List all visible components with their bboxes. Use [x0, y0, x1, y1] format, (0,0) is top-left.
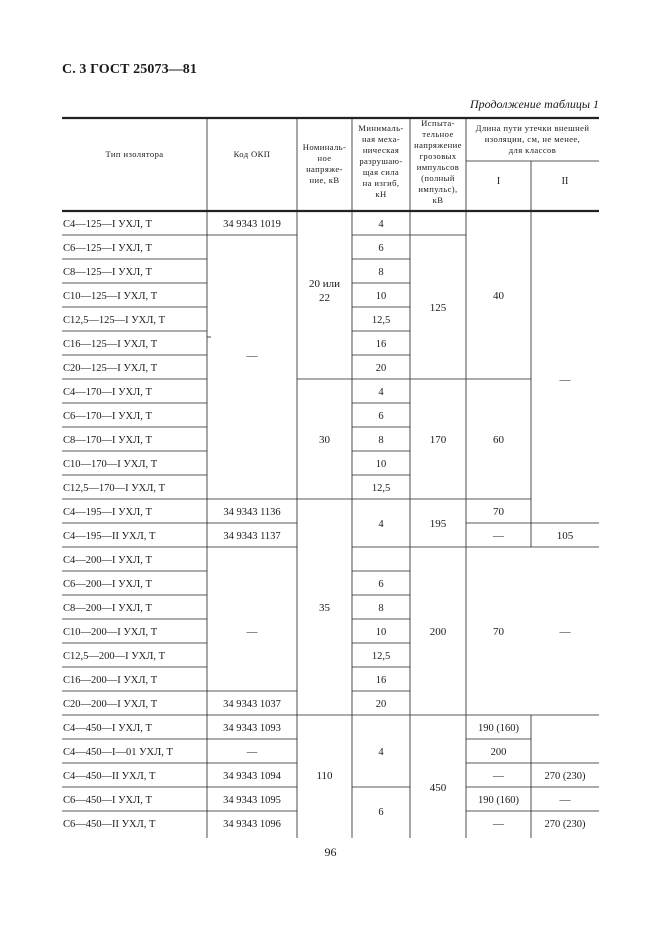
breaking-force: 4 [378, 519, 384, 530]
column-header: Испыта- [421, 118, 455, 128]
breaking-force: 16 [375, 675, 387, 686]
impulse-voltage: 450 [429, 782, 447, 794]
column-header: кН [375, 189, 387, 199]
column-header: напряже- [306, 164, 343, 174]
breaking-force: 10 [375, 291, 387, 302]
breaking-force: 10 [375, 627, 387, 638]
breaking-force: 8 [378, 435, 384, 446]
column-header: грозовых [419, 151, 457, 161]
breaking-force: 4 [378, 747, 384, 758]
insulator-type: С6—170—I УХЛ, Т [63, 411, 152, 422]
class-header: I [496, 176, 501, 187]
insulator-type: С6—200—I УХЛ, Т [63, 579, 152, 590]
okp-code: 34 9343 1093 [223, 723, 281, 734]
insulator-type: С8—170—I УХЛ, Т [63, 435, 152, 446]
column-header: Номиналь- [302, 142, 347, 152]
okp-code: — [246, 350, 258, 362]
rated-voltage: 22 [319, 292, 330, 304]
column-header: для классов [508, 145, 557, 155]
creepage-class-2: — [559, 626, 571, 638]
insulator-type: С6—450—I УХЛ, Т [63, 795, 152, 806]
table-continuation-label: Продолжение таблицы 1 [469, 97, 599, 111]
okp-code: 34 9343 1096 [223, 819, 281, 830]
rated-voltage: 35 [319, 602, 330, 614]
okp-code: — [246, 747, 258, 758]
creepage-class-1: 40 [493, 290, 504, 302]
insulator-type: С12,5—200—I УХЛ, Т [63, 651, 166, 662]
insulator-type: С4—450—I—01 УХЛ, Т [63, 747, 173, 758]
column-header: Минималь- [358, 123, 404, 133]
okp-code: 34 9343 1136 [223, 507, 281, 518]
breaking-force: 6 [378, 579, 384, 590]
insulator-type: С8—125—I УХЛ, Т [63, 267, 152, 278]
breaking-force: 4 [378, 387, 384, 398]
breaking-force: 20 [375, 363, 387, 374]
insulator-type: С10—170—I УХЛ, Т [63, 459, 158, 470]
creepage-class-2: — [559, 794, 571, 806]
column-header: изоляции, см, не менее, [484, 134, 581, 144]
creepage-class-1: — [493, 818, 504, 830]
insulator-type: С20—200—I УХЛ, Т [63, 699, 158, 710]
okp-code: 34 9343 1037 [223, 699, 281, 710]
creepage-class-2: — [559, 374, 571, 386]
insulator-type: С16—200—I УХЛ, Т [63, 675, 158, 686]
creepage-class-1: 60 [493, 434, 504, 446]
insulator-type: С12,5—125—I УХЛ, Т [63, 315, 166, 326]
breaking-force: 12,5 [371, 315, 391, 326]
impulse-voltage: 195 [429, 518, 447, 530]
breaking-force: 6 [378, 807, 384, 818]
creepage-class-1: 70 [493, 506, 504, 518]
creepage-class-1: 70 [493, 626, 504, 638]
insulator-type: С10—200—I УХЛ, Т [63, 627, 158, 638]
insulator-type: С4—200—I УХЛ, Т [63, 555, 152, 566]
creepage-class-1: — [493, 530, 504, 542]
insulator-type: С12,5—170—I УХЛ, Т [63, 483, 166, 494]
column-header: импульсов [416, 162, 460, 172]
page-number: 96 [324, 845, 337, 859]
breaking-force: 10 [375, 459, 387, 470]
column-header: ное [317, 153, 332, 163]
rated-voltage: 110 [316, 770, 333, 782]
creepage-class-1: 190 (160) [477, 723, 520, 734]
column-header: (полный [421, 173, 455, 183]
column-header: щая сила [362, 167, 400, 177]
okp-code: 34 9343 1137 [223, 531, 281, 542]
breaking-force: 8 [378, 603, 384, 614]
breaking-force: 20 [375, 699, 387, 710]
breaking-force: 8 [378, 267, 384, 278]
insulator-type: С6—125—I УХЛ, Т [63, 243, 152, 254]
insulator-type: С16—125—I УХЛ, Т [63, 339, 158, 350]
column-header: импульс), [418, 184, 458, 194]
breaking-force: 6 [378, 411, 384, 422]
rated-voltage: 20 или [308, 278, 341, 290]
okp-code: 34 9343 1095 [223, 795, 281, 806]
column-header: Длина пути утечки внешней [475, 123, 590, 133]
column-header: Код ОКП [233, 149, 271, 159]
creepage-class-1: — [493, 770, 504, 782]
column-header: кВ [432, 195, 444, 205]
insulator-type: С4—125—I УХЛ, Т [63, 219, 152, 230]
breaking-force: 4 [378, 219, 384, 230]
insulator-type: С4—450—I УХЛ, Т [63, 723, 152, 734]
column-header: ная меха- [361, 134, 401, 144]
creepage-class-2: 270 (230) [544, 819, 586, 830]
creepage-class-1: 200 [490, 747, 507, 758]
class-header: II [561, 176, 569, 187]
insulator-type: С6—450—II УХЛ, Т [63, 819, 156, 830]
insulator-type: С8—200—I УХЛ, Т [63, 603, 152, 614]
breaking-force: 16 [375, 339, 387, 350]
column-header: Тип изолятора [105, 149, 164, 159]
impulse-voltage: 200 [429, 626, 447, 638]
impulse-voltage: 170 [429, 434, 447, 446]
insulator-type: С4—170—I УХЛ, Т [63, 387, 152, 398]
insulator-type: С10—125—I УХЛ, Т [63, 291, 158, 302]
impulse-voltage: 125 [429, 302, 447, 314]
creepage-class-2: 105 [556, 530, 574, 542]
insulator-type: С4—195—I УХЛ, Т [63, 507, 152, 518]
column-header: разрушаю- [359, 156, 403, 166]
okp-code: 34 9343 1019 [223, 219, 281, 230]
creepage-class-1: 190 (160) [477, 795, 520, 806]
breaking-force: 6 [378, 243, 384, 254]
okp-code: 34 9343 1094 [223, 771, 281, 782]
column-header: напряжение [414, 140, 462, 150]
page-header: С. 3 ГОСТ 25073—81 [62, 62, 197, 77]
column-header: ническая [362, 145, 400, 155]
creepage-class-2: 270 (230) [544, 771, 586, 782]
insulator-type: С4—450—II УХЛ, Т [63, 771, 156, 782]
breaking-force: 12,5 [371, 483, 391, 494]
breaking-force: 12,5 [371, 651, 391, 662]
insulator-type: С20—125—I УХЛ, Т [63, 363, 158, 374]
column-header: на изгиб, [362, 178, 400, 188]
rated-voltage: 30 [319, 434, 330, 446]
okp-code: — [246, 626, 258, 638]
column-header: ние, кВ [309, 175, 340, 185]
insulator-type: С4—195—II УХЛ, Т [63, 531, 156, 542]
column-header: тельное [422, 129, 454, 139]
